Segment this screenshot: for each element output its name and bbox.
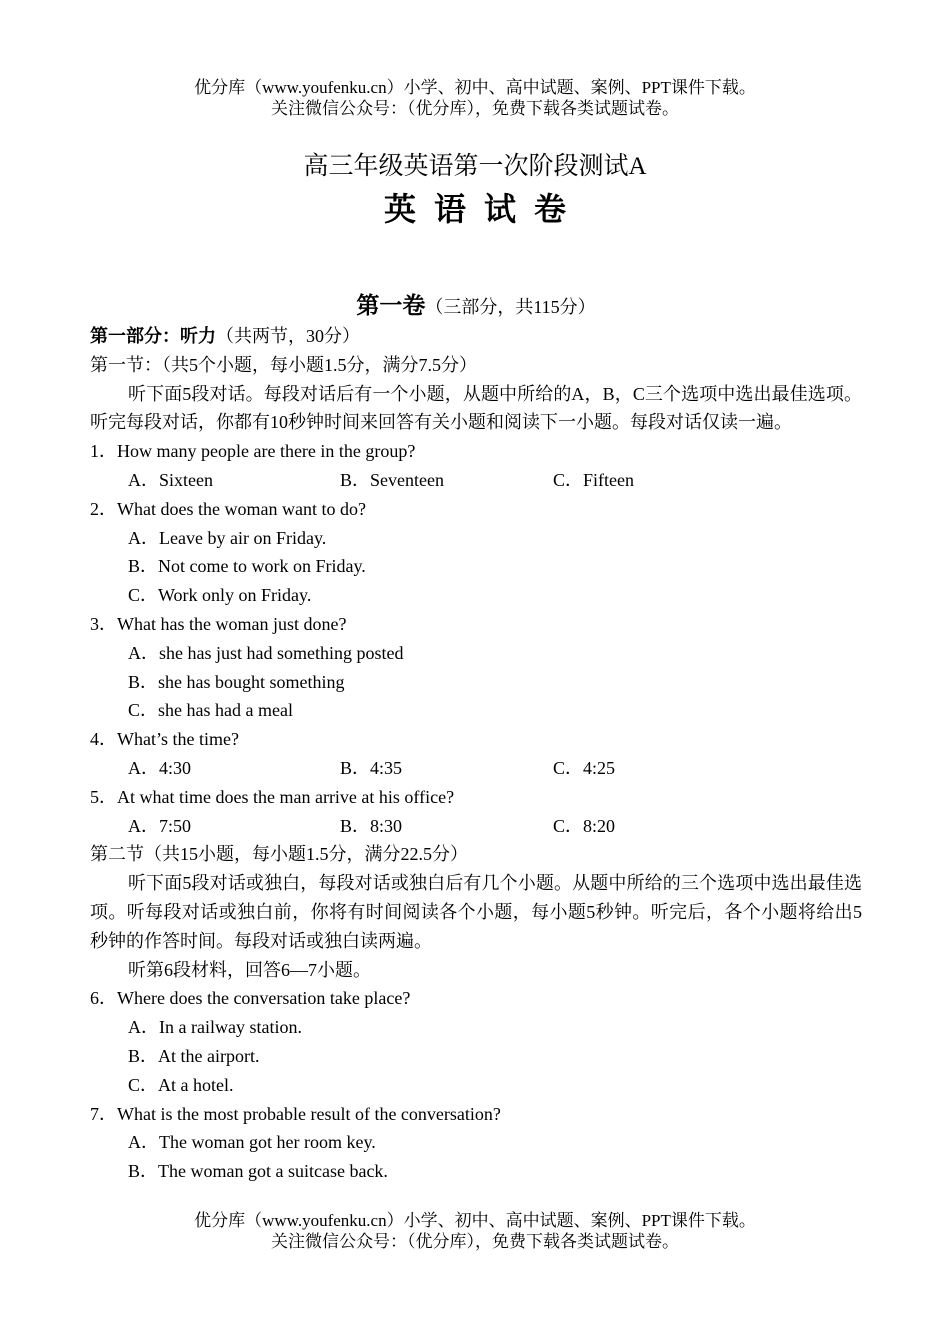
option-c: C．8:20 — [553, 815, 616, 836]
question-4 — [90, 725, 862, 754]
question-text: What is the most probable result of the conversation? — [117, 1103, 501, 1124]
option-a: A．she has just had something posted — [128, 642, 404, 663]
question-number: 7． — [90, 1103, 117, 1124]
question-number: 2． — [90, 498, 117, 519]
volume-name: 第一卷 — [356, 293, 426, 318]
exam-content — [90, 291, 862, 1186]
question-text: Where does the conversation take place? — [117, 988, 411, 1009]
page-footer — [0, 1210, 950, 1252]
option-b: B．Not come to work on Friday. — [128, 556, 366, 577]
part-heading — [90, 322, 862, 351]
option-a: A．7:50 — [128, 815, 191, 836]
option-c: C．At a hotel. — [128, 1074, 234, 1095]
section-2-heading: 第二节（共15小题，每小题1.5分，满分22.5分） — [90, 844, 468, 865]
question-6 — [90, 984, 862, 1013]
option-b: B．The woman got a suitcase back. — [128, 1161, 388, 1182]
question-1-options — [90, 466, 862, 495]
option-b: B．At the airport. — [128, 1045, 260, 1066]
page-header — [0, 77, 950, 119]
header-line-2: 关注微信公众号：（优分库），免费下载各类试题试卷。 — [271, 99, 679, 118]
option-b: B．Seventeen — [340, 469, 444, 490]
question-number: 6． — [90, 988, 117, 1009]
exam-title: 高三年级英语第一次阶段测试A — [303, 153, 647, 180]
option-a: A．In a railway station. — [128, 1017, 302, 1038]
option-a: A．Leave by air on Friday. — [128, 527, 327, 548]
question-text: What does the woman want to do? — [117, 498, 366, 519]
option-a: A．4:30 — [128, 757, 191, 778]
footer-line-1: 优分库（www.youfenku.cn）小学、初中、高中试题、案例、PPT课件下载。 — [194, 1211, 756, 1230]
section-1-heading: 第一节：（共5个小题，每小题1.5分，满分7.5分） — [90, 354, 477, 375]
header-line-1: 优分库（www.youfenku.cn）小学、初中、高中试题、案例、PPT课件下载。 — [194, 78, 756, 97]
part-label: 第一部分：听力 — [90, 326, 216, 346]
section-1-instructions: 听下面5段对话。每段对话后有一个小题，从题中所给的A，B，C三个选项中选出最佳选项。听完每段对话，你都有10秒钟时间来回答有关小题和阅读下一小题。每段对话仅读一遍。 — [90, 383, 862, 433]
option-b: B．she has bought something — [128, 671, 345, 692]
question-text: What has the woman just done? — [117, 613, 347, 634]
option-c: C．4:25 — [553, 757, 616, 778]
question-number: 3． — [90, 613, 117, 634]
question-number: 1． — [90, 441, 117, 462]
question-1 — [90, 437, 862, 466]
option-b: B．4:35 — [340, 757, 403, 778]
question-3 — [90, 610, 862, 639]
question-5 — [90, 783, 862, 812]
option-a: A．The woman got her room key. — [128, 1132, 376, 1153]
material-note: 听第6段材料，回答6—7小题。 — [128, 959, 371, 980]
question-text: At what time does the man arrive at his office? — [117, 786, 455, 807]
question-2 — [90, 495, 862, 524]
part-note: （共两节，30分） — [216, 326, 360, 346]
footer-line-2: 关注微信公众号：（优分库），免费下载各类试题试卷。 — [271, 1232, 679, 1251]
option-a: A．Sixteen — [128, 469, 213, 490]
question-5-options — [90, 812, 862, 841]
question-4-options — [90, 754, 862, 783]
option-b: B．8:30 — [340, 815, 403, 836]
question-7 — [90, 1100, 862, 1129]
volume-heading — [90, 291, 862, 322]
section-2-instructions: 听下面5段对话或独白，每段对话或独白后有几个小题。从题中所给的三个选项中选出最佳选项。听每段对话或独白前，你将有时间阅读各个小题，每小题5秒钟。听完后，各个小题将给出5秒钟的作答时间。每段对话或独白读两遍。 — [90, 873, 862, 951]
volume-note: （三部分，共115分） — [425, 297, 596, 317]
option-c: C．Fifteen — [553, 469, 634, 490]
question-number: 4． — [90, 729, 117, 750]
option-c: C．Work only on Friday. — [128, 585, 312, 606]
question-text: What’s the time? — [117, 729, 239, 750]
option-c: C．she has had a meal — [128, 700, 293, 721]
question-text: How many people are there in the group? — [117, 441, 416, 462]
question-number: 5． — [90, 786, 117, 807]
exam-subtitle: 英语试卷 — [383, 191, 584, 227]
